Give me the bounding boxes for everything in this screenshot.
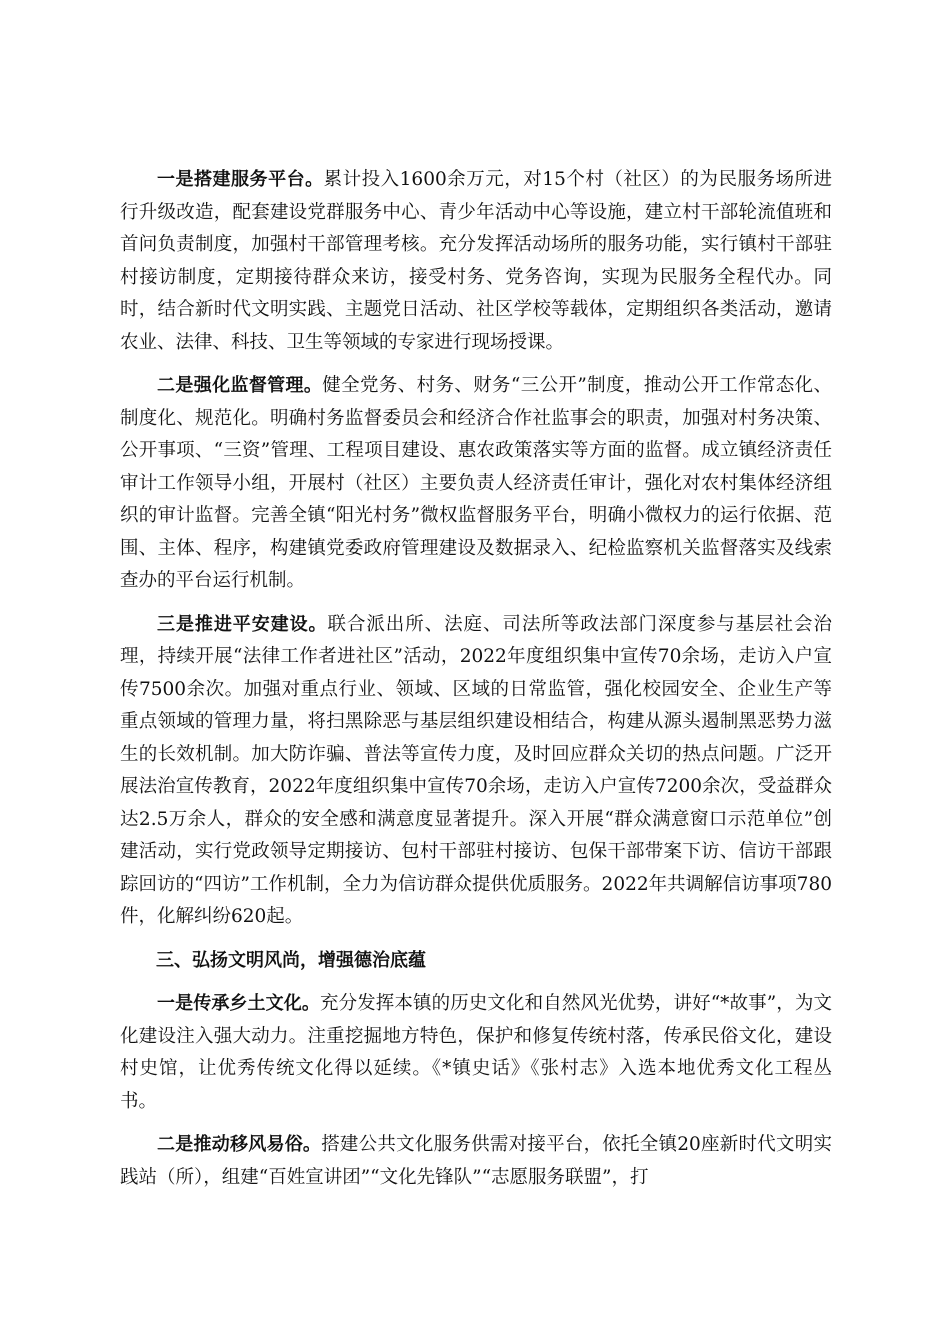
paragraph-lead: 二是推动移风易俗。: [157, 1134, 322, 1155]
paragraph-lead: 一是搭建服务平台。: [157, 169, 324, 190]
paragraph-text: 累计投入1600余万元，对15个村（社区）的为民服务场所进行升级改造，配套建设党群服务中心、青少年活动中心等设施，建立村干部轮流值班和首问负责制度，加强村干部管理考核。充分发挥活动场所的服务功能，实行镇村干部驻村接访制度，定期接待群众来访，接受村务、党务咨询，实现为民服务全程代办。同时，结合新时代文明实践、主题党日活动、社区学校等载体，定期组织各类活动，邀请农业、法律、科技、卫生等领域的专家进行现场授课。: [120, 169, 833, 353]
paragraph-text: 充分发挥本镇的历史文化和自然风光优势，讲好“*故事”，为文化建设注入强大动力。注重挖掘地方特色，保护和修复传统村落，传承民俗文化，建设村史馆，让优秀传统文化得以延续。《*镇史话》《张村志》入选本地优秀文化工程丛书。: [120, 993, 833, 1112]
paragraph-inherit-local-culture: [120, 988, 832, 1118]
paragraph-change-customs: [120, 1129, 832, 1194]
paragraph-safety-construction: [120, 609, 832, 934]
section-heading: 三、弘扬文明风尚，增强德治底蕴: [156, 949, 426, 971]
paragraph-lead: 一是传承乡土文化。: [157, 993, 320, 1014]
paragraph-build-service-platform: [120, 164, 832, 359]
paragraph-text: 搭建公共文化服务供需对接平台，依托全镇20座新时代文明实践站（所），组建“百姓宣讲团”“文化先锋队”“志愿服务联盟”，打: [120, 1134, 833, 1188]
document-body: [120, 164, 832, 1205]
paragraph-text: 联合派出所、法庭、司法所等政法部门深度参与基层社会治理，持续开展“法律工作者进社区”活动，2022年度组织集中宣传70余场，走访入户宣传7500余次。加强对重点行业、领域、区域的日常监管，强化校园安全、企业生产等重点领域的管理力量，将扫黑除恶与基层组织建设相结合，构建从源头遏制黑恶势力滋生的长效机制。加大防诈骗、普法等宣传力度，及时回应群众关切的热点问题。广泛开展法治宣传教育，2022年度组织集中宣传70余场，走访入户宣传7200余次，受益群众达2.5万余人，群众的安全感和满意度显著提升。深入开展“群众满意窗口示范单位”创建活动，实行党政领导定期接访、包村干部驻村接访、包保干部带案下访、信访干部跟踪回访的“四访”工作机制，全力为信访群众提供优质服务。2022年共调解信访事项780件，化解纠纷620起。: [120, 613, 832, 927]
paragraph-lead: 三是推进平安建设。: [157, 613, 328, 635]
paragraph-lead: 二是强化监督管理。: [157, 375, 323, 396]
paragraph-strengthen-supervision: [120, 370, 832, 598]
paragraph-text: 健全党务、村务、财务“三公开”制度，推动公开工作常态化、制度化、规范化。明确村务监督委员会和经济合作社监事会的职责，加强对村务决策、公开事项、“三资”管理、工程项目建设、惠农政策落实等方面的监督。成立镇经济责任审计工作领导小组，开展村（社区）主要负责人经济责任审计，强化对农村集体经济组织的审计监督。完善全镇“阳光村务”微权监督服务平台，明确小微权力的运行依据、范围、主体、程序，构建镇党委政府管理建设及数据录入、纪检监察机关监督落实及线索查办的平台运行机制。: [120, 375, 833, 591]
